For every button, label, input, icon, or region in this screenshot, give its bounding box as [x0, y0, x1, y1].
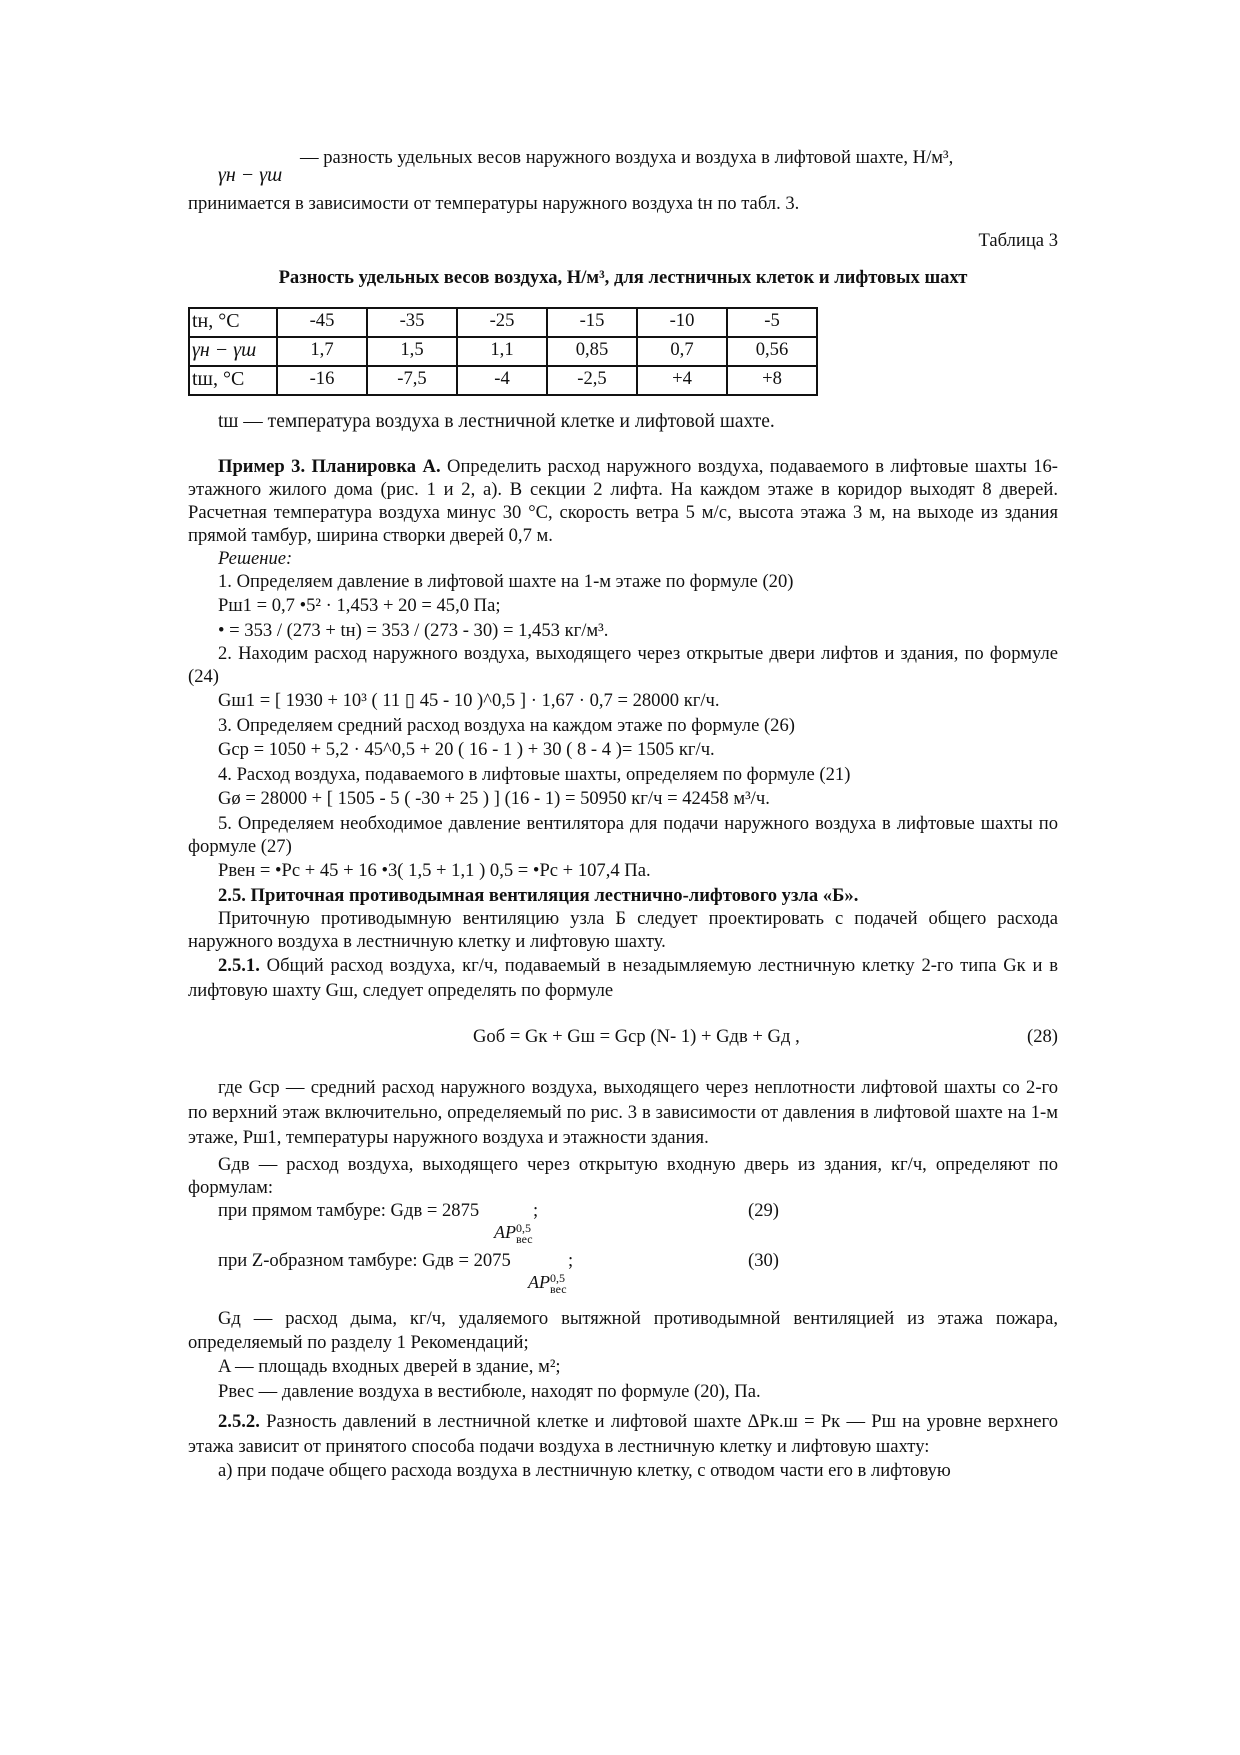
table-cell: 1,7 [277, 337, 367, 366]
table-cell: -7,5 [367, 366, 457, 395]
formula-30-lhs: при Z-образном тамбуре: Gдв = 2075 [218, 1250, 511, 1271]
table-title: Разность удельных весов воздуха, Н/м³, для лестничных клеток и лифтовых шахт [278, 267, 968, 288]
table-cell: -5 [727, 308, 817, 337]
formula-29-lhs: при прямом тамбуре: Gдв = 2875 [218, 1200, 480, 1221]
formula-30-denominator: AP 0,5 вес [528, 1270, 567, 1296]
table-note: tш — температура воздуха в лестничной клетке и лифтовой шахте. [218, 411, 775, 432]
formula-fan-pressure: Pвен = •Pс + 45 + 16 •3( 1,5 + 1,1 ) 0,5 = •Pс + 107,4 Па. [218, 860, 651, 881]
table-cell: -25 [457, 308, 547, 337]
table-row [189, 308, 817, 337]
table-row [189, 337, 817, 366]
table-row [189, 366, 817, 395]
section-2-5-intro: Приточную противодымную вентиляцию узла Б следует проектировать с подачей общего расхода наружного воздуха в лестничную клетку и лифтовую шахту. [188, 908, 1058, 952]
solution-label: Решение: [218, 548, 293, 569]
formula-30: при Z-образном тамбуре: Gдв = 2075 ; AP 0,5 вес (30) [218, 1250, 779, 1296]
step-2: 2. Находим расход наружного воздуха, выходящего через открытые двери лифтов и здания, по формуле (24) [188, 643, 1058, 687]
formula-g-total: Gø = 28000 + [ 1505 - 5 ( -30 + 25 ) ] (16 - 1) = 50950 кг/ч = 42458 м³/ч. [218, 788, 770, 809]
step-3: 3. Определяем средний расход воздуха на каждом этаже по формуле (26) [218, 715, 795, 736]
gamma-definition-text: — разность удельных весов наружного воздуха и воздуха в лифтовой шахте, Н/м³, [300, 147, 954, 168]
where-g-smoke: Gд — расход дыма, кг/ч, удаляемого вытяжной противодымной вентиляцией из этажа пожара, определяемый по разделу 1 Рекомендаций; [188, 1308, 1058, 1353]
section-2-5-1 [188, 953, 1058, 1003]
step-5: 5. Определяем необходимое давление вентилятора для подачи наружного воздуха в лифтовые шахты по формуле (27) [188, 813, 1058, 857]
where-area: A — площадь входных дверей в здание, м²; [218, 1356, 561, 1377]
table-cell: +8 [727, 366, 817, 395]
table-cell: -10 [637, 308, 727, 337]
table-cell: -35 [367, 308, 457, 337]
example-3-paragraph [188, 455, 1058, 547]
step-4: 4. Расход воздуха, подаваемого в лифтовые шахты, определяем по формуле (21) [218, 764, 851, 785]
gamma-definition [188, 140, 1058, 186]
item-a: а) при подаче общего расхода воздуха в лестничную клетку, с отводом части его в лифтовую [218, 1460, 951, 1481]
document-page [188, 140, 1058, 1482]
row-header: tн, °C [189, 308, 277, 337]
table-cell: 0,56 [727, 337, 817, 366]
table-cell: -15 [547, 308, 637, 337]
section-2-5-1-text: Общий расход воздуха, кг/ч, подаваемый в незадымляемую лестничную клетку 2-го типа Gк и в лифтовую шахту Gш, следует определять по формуле [188, 955, 1059, 1001]
table-cell: 1,5 [367, 337, 457, 366]
row-header: γн − γш [189, 337, 277, 366]
row-header: tш, °C [189, 366, 277, 395]
table-cell: 1,1 [457, 337, 547, 366]
formula-29-denominator: AP 0,5 вес [494, 1220, 533, 1246]
formula-28-number: (28) [1027, 1026, 1058, 1047]
formula-g-shaft: Gш1 = [ 1930 + 10³ ( 11 ▯ 45 - 10 )^0,5 ] · 1,67 · 0,7 = 28000 кг/ч. [218, 690, 720, 711]
formula-pressure-shaft: Pш1 = 0,7 •5² · 1,453 + 20 = 45,0 Па; [218, 595, 501, 616]
formula-density: • = 353 / (273 + tн) = 353 / (273 - 30) = 1,453 кг/м³. [218, 620, 609, 641]
table-3 [188, 307, 818, 396]
table-cell: -45 [277, 308, 367, 337]
section-2-5-2-number: 2.5.2. [218, 1411, 260, 1432]
table-cell: 0,85 [547, 337, 637, 366]
table-cell: 0,7 [637, 337, 727, 366]
example-3-text: Определить расход наружного воздуха, подаваемого в лифтовые шахты 16-этажного жилого дома (рис. 1 и 2, а). В секции 2 лифта. На каждом этаже в коридор выходят 8 дверей. Расчетная температура воздуха минус 30 °С, скорость ветра 5 м/с, высота этажа 3 м, на выходе из здания прямой тамбур, ширина створки дверей 0,7 м. [188, 456, 1059, 546]
where-p-lobby: Pвес — давление воздуха в вестибюле, находят по формуле (20), Па. [218, 1381, 761, 1402]
formula-g-avg: Gср = 1050 + 5,2 · 45^0,5 + 20 ( 16 - 1 ) + 30 ( 8 - 4 )= 1505 кг/ч. [218, 739, 715, 760]
formula-28 [188, 1003, 1058, 1063]
gamma-definition-continued: принимается в зависимости от температуры наружного воздуха tн по табл. 3. [188, 193, 800, 214]
formula-29-number: (29) [748, 1200, 779, 1221]
section-2-5-2-text: Разность давлений в лестничной клетке и лифтовой шахте ΔPк.ш = Pк — Pш на уровне верхнего этажа зависит от принятого способа подачи воздуха в лестничную клетку и лифтовую шахту: [188, 1411, 1058, 1457]
table-cell: +4 [637, 366, 727, 395]
example-3-heading: Пример 3. Планировка А. [218, 456, 441, 477]
section-2-5-heading: 2.5. Приточная противодымная вентиляция лестнично-лифтового узла «Б». [218, 885, 859, 906]
formula-30-number: (30) [748, 1250, 779, 1271]
section-2-5-1-number: 2.5.1. [218, 955, 260, 976]
where-g-avg: где Gср — средний расход наружного воздуха, выходящего через неплотности лифтовой шахты со 2-го по верхний этаж включительно, определяемый по рис. 3 в зависимости от давления в лифтовой шахте на 1-м этаже, Pш1, температуры наружного воздуха и этажности здания. [188, 1077, 1058, 1148]
table-label: Таблица 3 [978, 230, 1058, 251]
section-2-5-2 [188, 1409, 1058, 1459]
formula-29: при прямом тамбуре: Gдв = 2875 ; AP 0,5 вес (29) [218, 1200, 779, 1246]
table-cell: -4 [457, 366, 547, 395]
where-g-door: Gдв — расход воздуха, выходящего через открытую входную дверь из здания, кг/ч, определяют по формулам: [188, 1154, 1058, 1198]
table-cell: -2,5 [547, 366, 637, 395]
formula-28-expression: Gоб = Gк + Gш = Gср (N- 1) + Gдв + Gд , [473, 1026, 800, 1047]
gamma-difference-symbol: γн − γш [218, 164, 283, 186]
table-cell: -16 [277, 366, 367, 395]
step-1: 1. Определяем давление в лифтовой шахте на 1-м этаже по формуле (20) [218, 571, 794, 592]
